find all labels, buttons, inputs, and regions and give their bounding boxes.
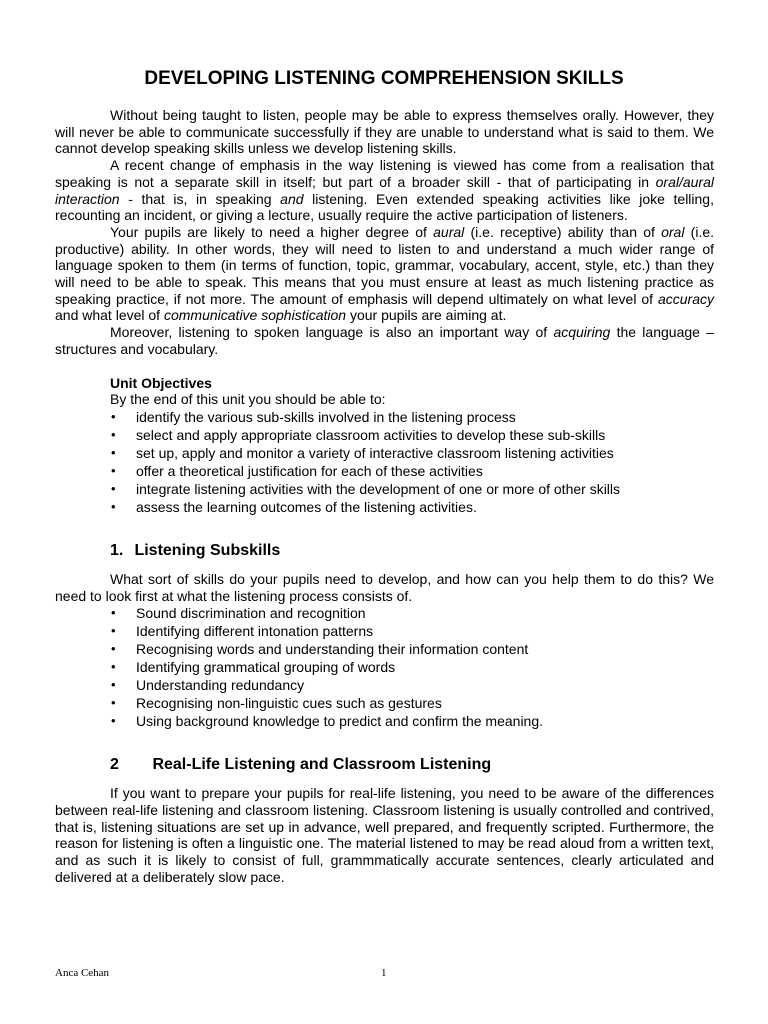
bullet-icon: •	[111, 498, 116, 514]
unit-objectives-lead: By the end of this unit you should be able to:	[110, 391, 386, 408]
subskill-item	[110, 694, 714, 712]
text-run: A recent change of emphasis in the way listening is viewed has come from a realisation that speaking is not a separate skill in itself; but part of a broader skill - that of participating in	[55, 157, 714, 190]
section-2-paragraph: If you want to prepare your pupils for real-life listening, you need to be aware of the differences between real-life listening and classroom listening. Classroom listening is usually controlled and contrived, that is, listening situations are set up in advance, well prepared, and frequently scripted. Furthermore, the reason for listening is often a linguistic one. The material listened to may be read aloud from a written text, and as such it is likely to consist of full, grammmatically accurate sentences, clearly articulated and delivered at a deliberately slow pace.	[55, 785, 714, 885]
objective-item-text: assess the learning outcomes of the listening activities.	[136, 498, 477, 515]
text-run: (i.e. receptive) ability than of	[464, 223, 662, 240]
italic-phrase: and	[280, 190, 304, 207]
subskill-item-text: Using background knowledge to predict and confirm the meaning.	[136, 713, 544, 730]
italic-phrase: aural	[433, 223, 465, 240]
objective-item-text: set up, apply and monitor a variety of interactive classroom listening activities	[136, 444, 614, 461]
objective-item	[110, 408, 714, 426]
section-2-title: Real-Life Listening and Classroom Listening	[152, 756, 492, 774]
objective-item	[110, 462, 714, 480]
italic-phrase: oral/aural interaction	[55, 173, 714, 207]
objective-item-text: identify the various sub-skills involved in the listening process	[136, 408, 516, 425]
objective-item	[110, 480, 714, 498]
section-2-number: 2	[110, 756, 119, 774]
intro-paragraph	[55, 224, 714, 324]
text-run: - that is, in speaking	[119, 190, 281, 207]
text-run: Without being taught to listen, people may be able to express themselves orally. However, they will never be able to communicate successfully if they are unable to understand what is said to them. We cannot develop speaking skills unless we develop listening skills.	[55, 107, 714, 157]
text-run: the language – structures and vocabulary.	[55, 324, 714, 357]
intro-paragraph	[55, 107, 714, 157]
section-1-title: Listening Subskills	[134, 541, 281, 559]
subskill-item	[110, 658, 714, 676]
bullet-icon: •	[111, 480, 116, 496]
section-1-paragraph: What sort of skills do your pupils need to develop, and how can you help them to do this? We need to look first at what the listening process consists of.	[55, 570, 714, 604]
objective-item-text: select and apply appropriate classroom activities to develop these sub-skills	[136, 426, 606, 443]
objective-item-text: integrate listening activities with the development of one or more of other skills	[136, 480, 621, 497]
subskill-item	[110, 640, 714, 658]
subskill-item-text: Recognising words and understanding their information content	[136, 641, 529, 658]
text-run: Moreover, listening to spoken language is also an important way of	[110, 324, 554, 341]
italic-phrase: acquiring	[553, 324, 611, 341]
text-run: Your pupils are likely to need a higher degree of	[110, 223, 434, 240]
italic-phrase: communicative sophistication	[163, 307, 347, 324]
unit-objectives-list	[55, 408, 714, 516]
document-body	[55, 107, 714, 886]
subskill-item-text: Understanding redundancy	[136, 677, 305, 694]
page-footer	[55, 967, 714, 983]
italic-phrase: oral	[661, 223, 685, 240]
bullet-icon: •	[111, 605, 116, 621]
bullet-icon: •	[111, 695, 116, 711]
unit-objectives-heading: Unit Objectives	[110, 374, 212, 391]
text-run: (i.e. productive) ability. In other words, they will need to listen to and understand a much wider range of language spoken to them (in terms of function, topic, grammar, vocabulary, accent, style, etc.) than they will need to be able to speak. This means that you must ensure at least as much listening practice as speaking practice, if not more. The amount of emphasis will depend ultimately on what level of	[55, 223, 715, 307]
footer-page-number: 1	[381, 967, 387, 979]
subskill-item-text: Identifying different intonation patterns	[136, 623, 374, 640]
bullet-icon: •	[111, 408, 116, 424]
subskill-item-text: Recognising non-linguistic cues such as gestures	[136, 695, 442, 712]
subskill-item	[110, 604, 714, 622]
bullet-icon: •	[111, 659, 116, 675]
subskill-item-text: Sound discrimination and recognition	[136, 605, 366, 622]
intro-paragraph	[55, 157, 714, 224]
subskills-list	[55, 604, 714, 730]
objective-item	[110, 498, 714, 516]
subskill-item-text: Identifying grammatical grouping of words	[136, 659, 396, 676]
bullet-icon: •	[111, 713, 116, 729]
text-run: your pupils are aiming at.	[346, 307, 507, 324]
subskill-item	[110, 712, 714, 730]
bullet-icon: •	[111, 444, 116, 460]
bullet-icon: •	[111, 462, 116, 478]
intro-section	[55, 107, 714, 358]
intro-paragraph	[55, 324, 714, 357]
footer-author: Anca Cehan	[55, 967, 110, 979]
bullet-icon: •	[111, 623, 116, 639]
bullet-icon: •	[111, 677, 116, 693]
page-title: DEVELOPING LISTENING COMPREHENSION SKILLS	[144, 68, 624, 89]
bullet-icon: •	[111, 426, 116, 442]
subskill-item	[110, 622, 714, 640]
bullet-icon: •	[111, 641, 116, 657]
objective-item	[110, 426, 714, 444]
objective-item	[110, 444, 714, 462]
italic-phrase: accuracy	[657, 290, 714, 307]
section-1-number: 1.	[110, 541, 124, 559]
subskill-item	[110, 676, 714, 694]
section-2-heading	[55, 754, 714, 776]
text-run: listening. Even extended speaking activities like joke telling, recounting an incident, or giving a lecture, usually require the active participation of listeners.	[55, 190, 714, 224]
text-run: and what level of	[55, 307, 164, 324]
section-1-heading	[55, 540, 714, 562]
objective-item-text: offer a theoretical justification for each of these activities	[136, 462, 483, 479]
